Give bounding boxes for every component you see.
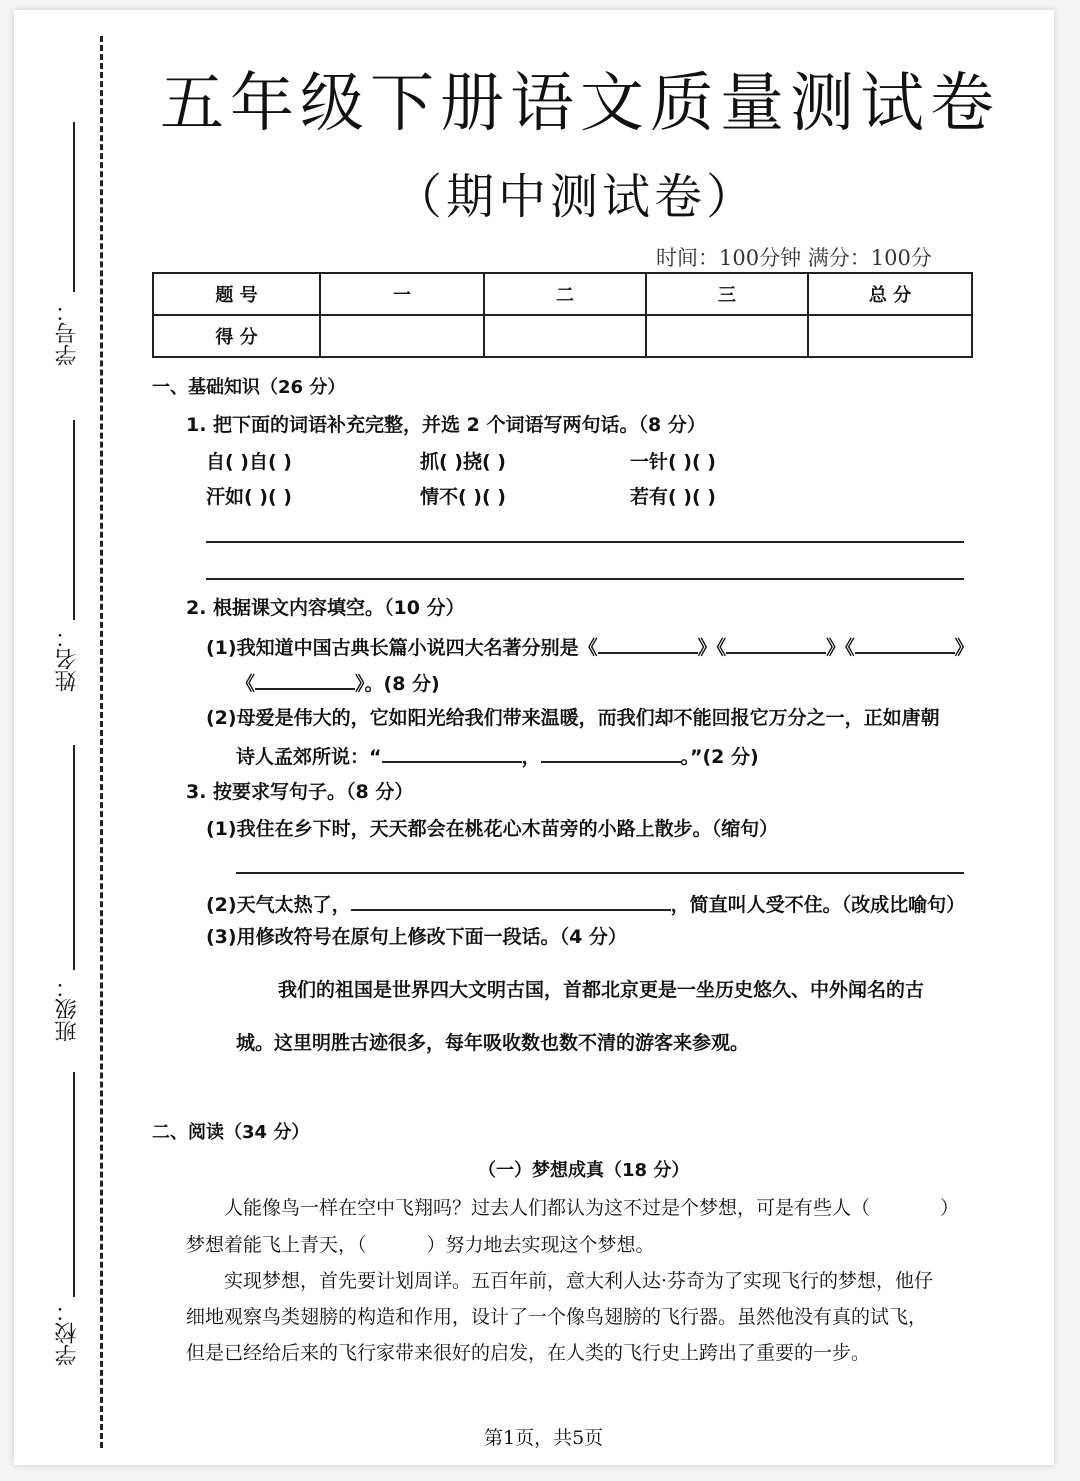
book-mark: 》《 (697, 637, 727, 659)
q2-part1 (206, 630, 974, 660)
answer-line[interactable] (206, 541, 964, 543)
q2-title: 2. 根据课文内容填空。（10 分） (186, 597, 465, 619)
q3-part2-text: (2)天气太热了， (206, 894, 351, 916)
page-title: 五年级下册语文质量测试卷 (160, 67, 1000, 141)
blank-field[interactable] (855, 630, 955, 654)
table-cell: 二 (484, 273, 646, 315)
school-label: 学校： (55, 1300, 80, 1366)
binding-dashed-line (100, 36, 103, 1448)
q3-title: 3. 按要求写句子。（8 分） (186, 781, 414, 803)
q2-part1-cont (236, 666, 440, 696)
blank-field[interactable] (351, 887, 671, 911)
paren: ） (940, 1197, 960, 1219)
reading-line (224, 1192, 959, 1220)
book-mark: 》《 (826, 637, 855, 659)
reading-line (186, 1229, 655, 1257)
blank-field[interactable] (255, 666, 355, 690)
table-cell: 一 (320, 273, 484, 315)
student-id-line (73, 122, 75, 292)
exam-time-score: 时间：100分钟 满分：100分 (656, 246, 932, 270)
reading-text: ）努力地去实现这个梦想。 (426, 1234, 655, 1256)
q1-word: 一针( )( ) (630, 451, 716, 473)
q1-word: 汗如( )( ) (206, 486, 292, 508)
q3-part2 (206, 887, 965, 917)
q3-part2-end: ，简直叫人受不住。（改成比喻句） (670, 894, 966, 916)
q2-part2-text: 诗人孟郊所说：“ (236, 746, 382, 768)
exam-page (14, 10, 1054, 1465)
q2-part1-end: 》。(8 分) (355, 673, 440, 695)
book-mark: 《 (236, 673, 256, 695)
class-label: 班级： (55, 976, 80, 1042)
blank-field[interactable] (541, 739, 681, 763)
q3-passage-line: 我们的祖国是世界四大文明古国，首都北京更是一坐历史悠久、中外闻名的古 (278, 979, 925, 1001)
score-input-cell[interactable] (808, 315, 972, 357)
blank-field[interactable] (382, 739, 522, 763)
q2-part2-end: 。”(2 分) (680, 746, 759, 768)
q1-word: 自( )自( ) (206, 451, 292, 473)
q1-word: 情不( )( ) (420, 486, 506, 508)
blank-field[interactable] (726, 630, 826, 654)
q1-word: 若有( )( ) (630, 486, 716, 508)
q2-part2-cont (236, 739, 759, 769)
q2-part1-text: (1)我知道中国古典长篇小说四大名著分别是《 (206, 637, 598, 659)
table-cell: 题 号 (153, 273, 320, 315)
answer-line[interactable] (236, 872, 964, 874)
q3-passage-line: 城。这里明胜古迹很多，每年吸收数也数不清的游客来参观。 (236, 1032, 750, 1054)
score-input-cell[interactable] (646, 315, 808, 357)
table-cell: 得 分 (153, 315, 320, 357)
page-number: 第1页，共5页 (484, 1427, 604, 1449)
q1-word: 抓( )挠( ) (420, 451, 506, 473)
page-subtitle: （期中测试卷） (394, 169, 759, 225)
name-line (73, 420, 75, 620)
blank-field[interactable] (598, 630, 698, 654)
table-row (153, 273, 972, 315)
score-input-cell[interactable] (484, 315, 646, 357)
class-line (73, 745, 75, 970)
reading-line: 实现梦想，首先要计划周详。五百年前，意大利人达·芬奇为了实现飞行的梦想，他仔 (224, 1270, 934, 1292)
reading-text: 梦想着能飞上青天，（ (186, 1234, 367, 1256)
blank-field[interactable] (367, 1229, 427, 1251)
table-row (153, 315, 972, 357)
blank-field[interactable] (870, 1192, 940, 1214)
reading-title: （一）梦想成真（18 分） (478, 1160, 690, 1181)
comma: ， (521, 746, 541, 768)
score-input-cell[interactable] (320, 315, 484, 357)
section1-heading: 一、基础知识（26 分） (152, 377, 346, 398)
score-table (152, 272, 973, 358)
book-mark: 》 (954, 637, 974, 659)
student-id-label: 学号： (55, 300, 80, 366)
reading-line: 但是已经给后来的飞行家带来很好的启发，在人类的飞行史上跨出了重要的一步。 (186, 1342, 871, 1364)
school-line (73, 1072, 75, 1297)
reading-line: 细地观察鸟类翅膀的构造和作用，设计了一个像鸟翅膀的飞行器。虽然他没有真的试飞， (186, 1306, 928, 1328)
name-label: 姓名： (55, 626, 80, 692)
table-cell: 总 分 (808, 273, 972, 315)
q2-part2: (2)母爱是伟大的，它如阳光给我们带来温暖，而我们却不能回报它万分之一，正如唐朝 (206, 707, 940, 729)
q1-title: 1. 把下面的词语补充完整，并选 2 个词语写两句话。（8 分） (186, 414, 706, 436)
reading-text: 人能像鸟一样在空中飞翔吗？过去人们都认为这不过是个梦想，可是有些人（ (224, 1197, 871, 1219)
section2-heading: 二、阅读（34 分） (152, 1122, 310, 1143)
answer-line[interactable] (206, 578, 964, 580)
q3-part3: (3)用修改符号在原句上修改下面一段话。（4 分） (206, 926, 627, 948)
table-cell: 三 (646, 273, 808, 315)
q3-part1: (1)我住在乡下时，天天都会在桃花心木苗旁的小路上散步。（缩句） (206, 818, 779, 840)
